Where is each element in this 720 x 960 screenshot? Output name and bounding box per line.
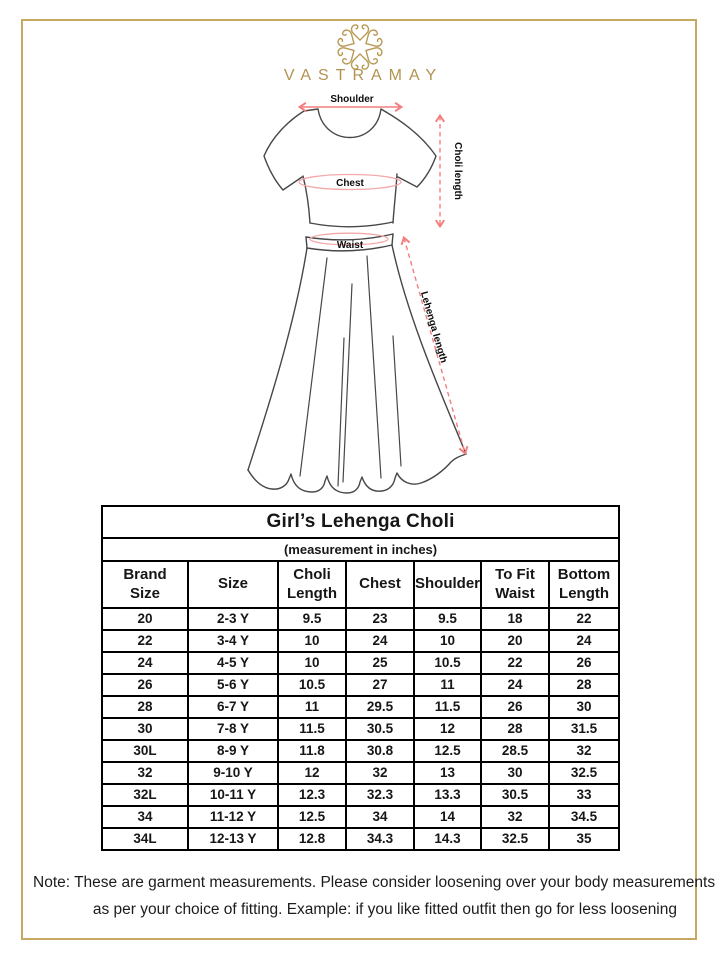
table-cell: 22 [481, 652, 549, 674]
table-cell: 3-4 Y [188, 630, 278, 652]
table-cell: 12-13 Y [188, 828, 278, 850]
note-line-1: Note: These are garment measurements. Please consider loosening over your body measurements [33, 874, 716, 891]
table-cell: 12.3 [278, 784, 346, 806]
chest-label: Chest [336, 178, 364, 189]
table-cell: 11 [414, 674, 481, 696]
table-cell: 10.5 [414, 652, 481, 674]
column-header: To Fit Waist [481, 561, 549, 608]
table-cell: 13.3 [414, 784, 481, 806]
table-cell: 20 [102, 608, 188, 630]
skirt-fold-lines [300, 256, 401, 486]
table-cell: 34 [346, 806, 414, 828]
table-cell: 24 [549, 630, 619, 652]
column-header: Shoulder [414, 561, 481, 608]
table-cell: 29.5 [346, 696, 414, 718]
table-cell: 32 [346, 762, 414, 784]
table-cell: 30.5 [346, 718, 414, 740]
table-cell: 8-9 Y [188, 740, 278, 762]
table-cell: 6-7 Y [188, 696, 278, 718]
table-cell: 30 [549, 696, 619, 718]
table-cell: 30.5 [481, 784, 549, 806]
table-title: Girl’s Lehenga Choli [102, 506, 619, 538]
table-cell: 5-6 Y [188, 674, 278, 696]
table-cell: 14.3 [414, 828, 481, 850]
table-title-row [102, 506, 619, 538]
table-cell: 22 [102, 630, 188, 652]
table-cell: 30 [481, 762, 549, 784]
table-cell: 10 [278, 630, 346, 652]
table-cell: 30.8 [346, 740, 414, 762]
table-cell: 26 [102, 674, 188, 696]
choli-length-label: Choli length [452, 142, 463, 200]
note-line-2: as per your choice of fitting. Example: if you like fitted outfit then go for less loosening [92, 901, 677, 918]
table-row [102, 784, 619, 806]
table-cell: 11.5 [278, 718, 346, 740]
size-chart-table [101, 505, 620, 851]
table-row [102, 630, 619, 652]
column-header: Size [188, 561, 278, 608]
table-cell: 33 [549, 784, 619, 806]
table-cell: 27 [346, 674, 414, 696]
table-cell: 30 [102, 718, 188, 740]
table-cell: 22 [549, 608, 619, 630]
table-cell: 2-3 Y [188, 608, 278, 630]
table-cell: 11 [278, 696, 346, 718]
table-row [102, 718, 619, 740]
table-row [102, 806, 619, 828]
table-cell: 11.5 [414, 696, 481, 718]
table-cell: 10-11 Y [188, 784, 278, 806]
table-cell: 10.5 [278, 674, 346, 696]
table-cell: 9-10 Y [188, 762, 278, 784]
garment-measurement-diagram [225, 93, 500, 500]
table-cell: 20 [481, 630, 549, 652]
table-cell: 7-8 Y [188, 718, 278, 740]
table-cell: 28 [481, 718, 549, 740]
table-cell: 25 [346, 652, 414, 674]
table-cell: 26 [549, 652, 619, 674]
table-cell: 23 [346, 608, 414, 630]
table-cell: 4-5 Y [188, 652, 278, 674]
table-cell: 10 [414, 630, 481, 652]
table-cell: 12.5 [278, 806, 346, 828]
table-cell: 9.5 [414, 608, 481, 630]
table-cell: 11.8 [278, 740, 346, 762]
note-text [33, 869, 716, 923]
table-cell: 18 [481, 608, 549, 630]
column-header: Brand Size [102, 561, 188, 608]
table-cell: 9.5 [278, 608, 346, 630]
table-row [102, 828, 619, 850]
brand-name: VASTRAMAY [283, 67, 444, 84]
table-cell: 32.5 [549, 762, 619, 784]
vastramay-emblem-icon [334, 21, 386, 73]
table-cell: 28.5 [481, 740, 549, 762]
table-row [102, 674, 619, 696]
column-header: Choli Length [278, 561, 346, 608]
table-cell: 12.5 [414, 740, 481, 762]
table-cell: 34.3 [346, 828, 414, 850]
lehenga-length-label: Lehenga length [417, 290, 449, 365]
table-subtitle: (measurement in inches) [102, 538, 619, 561]
table-cell: 34 [102, 806, 188, 828]
table-cell: 32 [549, 740, 619, 762]
table-cell: 32L [102, 784, 188, 806]
column-header: Chest [346, 561, 414, 608]
choli-drawing [248, 109, 466, 493]
table-cell: 12.8 [278, 828, 346, 850]
table-cell: 13 [414, 762, 481, 784]
table-cell: 12 [414, 718, 481, 740]
table-cell: 31.5 [549, 718, 619, 740]
waist-label: Waist [336, 240, 364, 251]
table-cell: 35 [549, 828, 619, 850]
size-chart-table-body [102, 506, 619, 850]
table-cell: 34.5 [549, 806, 619, 828]
table-cell: 24 [102, 652, 188, 674]
table-cell: 30L [102, 740, 188, 762]
shoulder-label: Shoulder [330, 94, 374, 105]
table-cell: 28 [549, 674, 619, 696]
table-row [102, 696, 619, 718]
table-row [102, 652, 619, 674]
table-subtitle-row [102, 538, 619, 561]
column-header: Bottom Length [549, 561, 619, 608]
table-cell: 34L [102, 828, 188, 850]
table-cell: 12 [278, 762, 346, 784]
table-cell: 24 [481, 674, 549, 696]
table-cell: 32.3 [346, 784, 414, 806]
table-row [102, 762, 619, 784]
table-cell: 10 [278, 652, 346, 674]
table-header-row [102, 561, 619, 608]
table-row [102, 608, 619, 630]
table-cell: 11-12 Y [188, 806, 278, 828]
table-cell: 28 [102, 696, 188, 718]
table-cell: 32 [102, 762, 188, 784]
table-row [102, 740, 619, 762]
table-cell: 24 [346, 630, 414, 652]
table-cell: 14 [414, 806, 481, 828]
table-cell: 32.5 [481, 828, 549, 850]
table-cell: 32 [481, 806, 549, 828]
table-cell: 26 [481, 696, 549, 718]
